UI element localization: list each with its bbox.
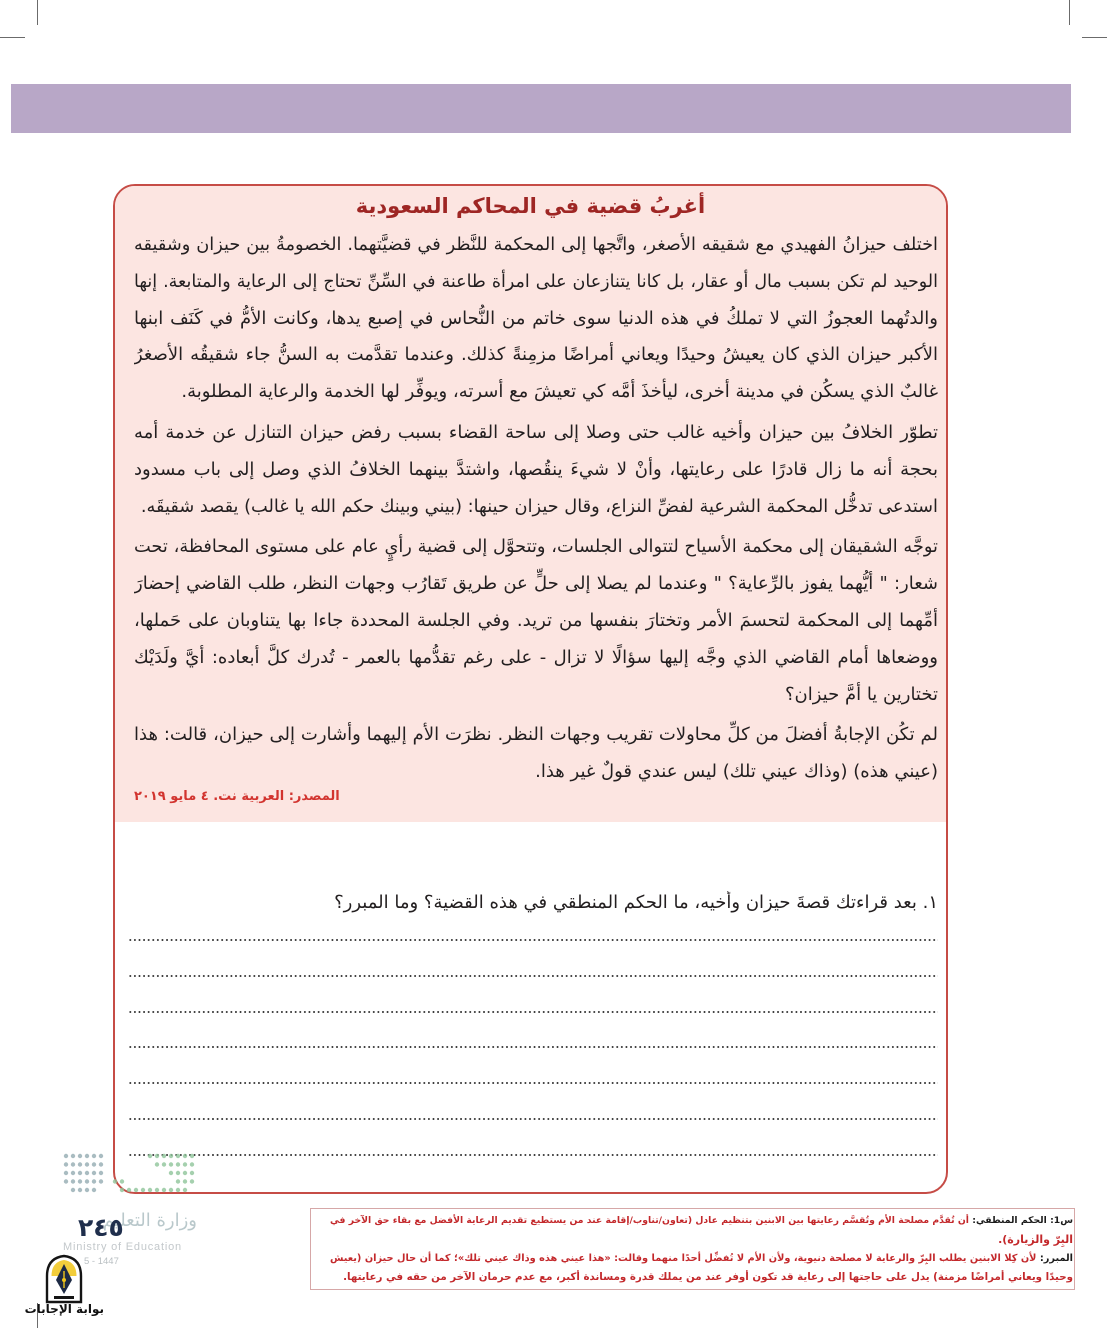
- logo-dot: [169, 1162, 173, 1166]
- article-line: توجَّه الشقيقان إلى محكمة الأسياح لتتوالى الجلسات، وتتحوَّل إلى قضية رأيٍ عام على مستوى المحافظة، تحت: [134, 537, 938, 558]
- article-line: غالبٌ الذي يسكُن في مدينة أخرى، ليأخذَ أمَّه كي تعيشَ مع أسرته، ويوفِّر لها الخدمة والرعاية المطلوبة.: [181, 381, 938, 403]
- logo-dot: [85, 1188, 89, 1192]
- logo-dot: [85, 1162, 89, 1166]
- logo-dot: [169, 1188, 173, 1192]
- logo-dot: [85, 1154, 89, 1158]
- logo-dot: [155, 1154, 159, 1158]
- ministry-name-arabic: وزارة التعليم: [102, 1210, 197, 1231]
- answer-line: [128, 975, 938, 977]
- logo-dot: [64, 1162, 68, 1166]
- logo-dot: [85, 1179, 89, 1183]
- logo-dot: [78, 1188, 82, 1192]
- logo-dot: [183, 1179, 187, 1183]
- header-band: [11, 84, 1071, 133]
- article-line: لم تكُن الإجابةُ أفضلَ من كلِّ محاولات تقريب وجهات النظر. نظرَت الأم إليهما وأشارت إلى حيزان، قالت: هذا: [134, 724, 938, 746]
- logo-dot: [78, 1162, 82, 1166]
- logo-dot: [190, 1179, 194, 1183]
- logo-dot: [162, 1154, 166, 1158]
- logo-dot: [78, 1154, 82, 1158]
- answer-line: [128, 1046, 938, 1048]
- article-card: [113, 184, 948, 1194]
- article-paragraph: [134, 227, 938, 411]
- logo-dot: [148, 1154, 152, 1158]
- logo-dot: [113, 1179, 117, 1183]
- article-line: اختلف حيزانُ الفهيدي مع شقيقه الأصغر، واتَّجها إلى المحكمة للنَّظر في قضيَّتهما. الخصومةُ بين حيزان وشقيقه: [134, 235, 938, 255]
- answer-text: وحيدًا ويعاني أمراضًا مزمنة) يدل على حاجتها إلى رعاية قد تكون أوفر عند من يملك قدرة ومساندة أكبر، مع عدم حرمان الآخر من حقه في رعايتها.: [343, 1271, 1073, 1283]
- question-text: ١. بعد قراءتك قصةَ حيزان وأخيه، ما الحكم المنطقي في هذه القضية؟ وما المبرر؟: [334, 892, 938, 913]
- article-line: والدتُهما العجوزُ التي لا تملكُ في هذه الدنيا سوى خاتم من النُّحاس في إصبع يدها، وكانت الأمُّ في كَنَف ابنها: [134, 307, 938, 329]
- logo-dot: [92, 1179, 96, 1183]
- logo-dot: [134, 1188, 138, 1192]
- logo-dot: [64, 1171, 68, 1175]
- answer-line: [128, 1011, 938, 1013]
- logo-dot: [176, 1154, 180, 1158]
- answer-lines: [128, 939, 938, 1190]
- logo-dot: [169, 1154, 173, 1158]
- article-paragraph: [134, 529, 938, 713]
- article-line: بحجة أنه ما زال قادرًا على رعايتها، وأنْ لا شيءَ ينقُصها، واشتدَّ بينهما الخلافُ الذي وصل إلى باب مسدود: [134, 458, 938, 480]
- logo-dot: [85, 1171, 89, 1175]
- logo-dot: [64, 1154, 68, 1158]
- logo-dot: [120, 1188, 124, 1192]
- logo-dot: [162, 1162, 166, 1166]
- logo-dot: [183, 1162, 187, 1166]
- page-number: ٢٤٥: [78, 1213, 124, 1242]
- article-line: (عيني هذه) (وذاك عيني تلك) ليس عندي قولٌ غير هذا.: [535, 761, 938, 783]
- logo-dot: [183, 1154, 187, 1158]
- logo-dot: [92, 1188, 96, 1192]
- logo-dot: [71, 1179, 75, 1183]
- crop-mark: [1069, 0, 1070, 25]
- article-title: أغربُ قضية في المحاكم السعودية: [355, 194, 706, 218]
- crop-mark: [1082, 37, 1107, 38]
- logo-dot: [176, 1188, 180, 1192]
- answer-text-line: [330, 1211, 1073, 1230]
- answer-label: س1: الحكم المنطقي:: [972, 1215, 1073, 1226]
- logo-dot: [71, 1171, 75, 1175]
- logo-dot: [169, 1171, 173, 1175]
- article-paragraph: [134, 415, 938, 525]
- logo-dot: [183, 1188, 187, 1192]
- article-line: أمِّهما إلى المحكمة لتحسمَ الأمر وتختارَ بنفسها من تريد. وفي الجلسة المحددة جاءا بها يتناوبان على حَملها،: [134, 609, 938, 631]
- answer-text-line: [330, 1230, 1073, 1249]
- answer-text: البِرّ والزيارة).: [998, 1233, 1073, 1246]
- answer-line: [128, 1082, 938, 1084]
- answer-line: [128, 1118, 938, 1120]
- answer-line: [128, 1154, 938, 1156]
- answer-text-line: [330, 1268, 1073, 1287]
- answer-box: [310, 1208, 1075, 1290]
- logo-dot: [141, 1188, 145, 1192]
- answer-text: لأن كِلا الابنين يطلب البِرّ والرعاية لا مصلحة دنيوية، ولأن الأم لا تُفضِّل أحدًا منهما وقالت: «هذا عيني هذه وذاك عيني تلك»؛ كما أن حال حيزان (يعيش: [330, 1253, 1040, 1264]
- logo-dot: [78, 1171, 82, 1175]
- logo-dot: [71, 1162, 75, 1166]
- article-paragraph: [134, 717, 938, 791]
- logo-dot: [127, 1188, 131, 1192]
- logo-dot: [64, 1179, 68, 1183]
- ministry-logo-icon: [63, 1150, 199, 1198]
- edition-year: 5 - 1447: [84, 1256, 119, 1267]
- logo-dot: [176, 1171, 180, 1175]
- answer-label: المبرر:: [1039, 1253, 1073, 1264]
- answer-text-line: [330, 1249, 1073, 1268]
- logo-dot: [92, 1171, 96, 1175]
- logo-dot: [183, 1171, 187, 1175]
- logo-dot: [71, 1154, 75, 1158]
- logo-dot: [155, 1188, 159, 1192]
- logo-dot: [99, 1162, 103, 1166]
- logo-dot: [92, 1154, 96, 1158]
- logo-dot: [99, 1179, 103, 1183]
- article-line: استدعى تدخُّل المحكمة الشرعية لفضِّ النزاع، وقال حيزان حينها: (بيني وبينك حكم الله يا غالب) يقصد شقيقَه.: [140, 496, 938, 517]
- crop-mark: [0, 37, 25, 38]
- logo-dot: [78, 1179, 82, 1183]
- logo-dot: [71, 1188, 75, 1192]
- logo-dot: [176, 1162, 180, 1166]
- article-line: الوحيد لم تكن بسبب مال أو عقار، بل كانا يتنازعان على امرأة طاعنة في السِّنِّ تحتاج إلى الرعاية والمتابعة. إنها: [134, 271, 938, 292]
- answer-text: أن تُقدَّم مصلحة الأم وتُقسَّم رعايتها بين الابنين بتنظيم عادل (تعاون/تناوب/إقامة عند من يستطيع تقديم الرعاية الأفضل مع بقاء حق الآخر في: [330, 1215, 973, 1226]
- portal-name: بوابة الإجابات: [24, 1302, 104, 1316]
- logo-dot: [148, 1188, 152, 1192]
- logo-dot: [176, 1179, 180, 1183]
- answer-line: [128, 939, 938, 941]
- logo-dot: [99, 1154, 103, 1158]
- logo-dot: [99, 1171, 103, 1175]
- logo-dot: [120, 1179, 124, 1183]
- logo-dot: [155, 1162, 159, 1166]
- pen-nib-arch-icon: [42, 1254, 86, 1304]
- article-line: ووضعاها أمام القاضي الذي وجَّه إليها سؤالًا لا تزال - على رغم تقدُّمها بالعمر - تُدرك كلَّ أبعاده: أيَّ ولَدَيْك: [134, 646, 938, 668]
- logo-dot: [92, 1162, 96, 1166]
- crop-mark: [37, 0, 38, 25]
- article-line: تختارين يا أمَّ حيزان؟: [784, 683, 938, 705]
- logo-dot: [190, 1162, 194, 1166]
- ministry-name-english: Ministry of Education: [63, 1241, 182, 1253]
- article-line: تطوّر الخلافُ بين حيزان وأخيه غالب حتى وصلا إلى ساحة القضاء بسبب رفض حيزان التنازل عن خدمة أمه: [134, 421, 938, 443]
- article-line: شعار: " أيُّهما يفوز بالرِّعاية؟ " وعندما لم يصلا إلى حلٍّ عن طريق تَقارُب وجهات النظر، طلب القاضي إحضارَ: [134, 573, 938, 595]
- article-body: [134, 227, 938, 795]
- logo-dot: [190, 1171, 194, 1175]
- logo-dot: [190, 1154, 194, 1158]
- article-line: الأكبر حيزان الذي كان يعيشُ وحيدًا ويعاني أمراضًا مزمِنةً كذلك. وعندما تقدَّمت به السنُّ جاء شقيقُه الأصغرُ: [134, 344, 938, 366]
- logo-dot: [162, 1188, 166, 1192]
- article-source: المصدر: العربية نت. ٤ مايو ٢٠١٩: [134, 789, 340, 804]
